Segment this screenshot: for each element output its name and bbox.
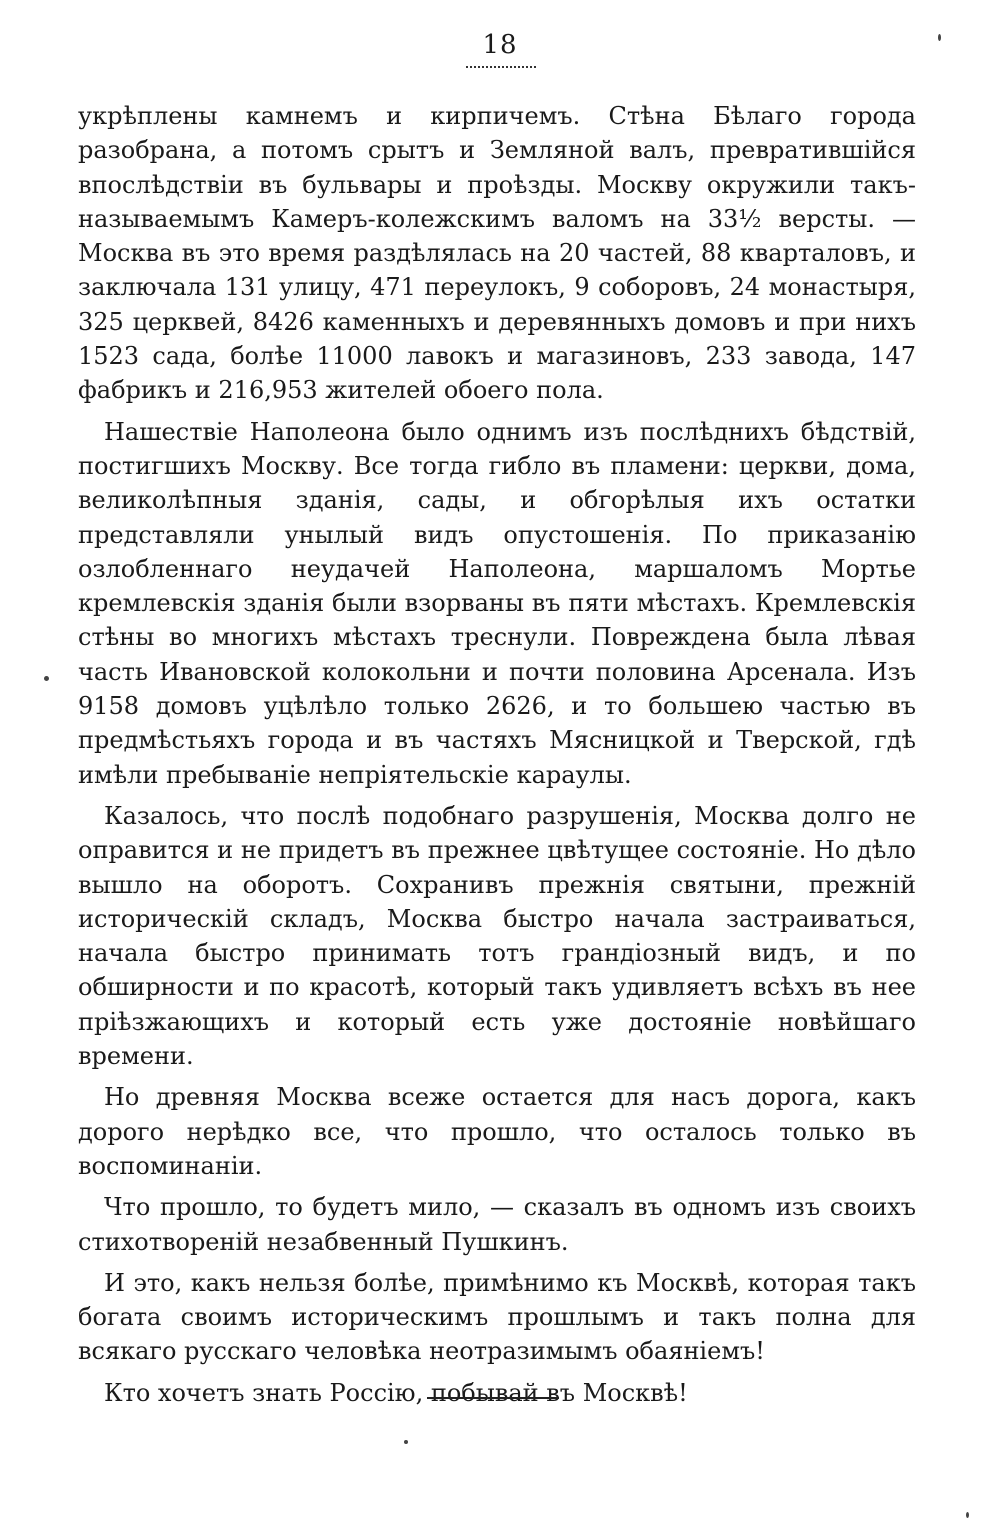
paragraph-7: Кто хочетъ знать Россію, побывай въ Москвѣ! bbox=[104, 1378, 688, 1407]
ink-speck bbox=[966, 1512, 969, 1518]
paragraph-6: И это, какъ нельзя болѣе, примѣнимо къ Москвѣ, которая такъ богата своимъ историческимъ прошлымъ и такъ полна для всякаго русскаго человѣка неотразимымъ обаяніемъ! bbox=[78, 1268, 916, 1366]
end-rule bbox=[427, 1397, 559, 1399]
paragraph-2: Нашествіе Наполеона было однимъ изъ послѣднихъ бѣдствій, постигшихъ Москву. Все тогда гибло въ пламени: церкви, дома, великолѣпныя зданія, сады, и обгорѣлыя ихъ остатки представляли унылый видъ опустошенія. По приказанію озлобленнаго неудачей Наполеона, маршаломъ Мортье кремлевскія зданія были взорваны въ пяти мѣстахъ. Кремлевскія стѣны во многихъ мѣстахъ треснули. Повреждена была лѣвая часть Ивановской колокольни и почти половина Арсенала. Изъ 9158 домовъ уцѣлѣло только 2626, и то большею частью въ предмѣстьяхъ города и въ частяхъ Мясницкой и Тверской, гдѣ имѣли пребываніе непріятельскіе караулы. bbox=[78, 417, 916, 789]
page-number: 18 bbox=[482, 30, 518, 60]
ink-speck bbox=[404, 1440, 408, 1444]
paragraph-1: укрѣплены камнемъ и кирпичемъ. Стѣна Бѣлаго города разобрана, а потомъ срытъ и Земляной валъ, превратившійся впослѣдствіи въ бульвары и проѣзды. Москву окружили такъ-называемымъ Камеръ-колежскимъ валомъ на 33½ версты. — Москва въ это время раздѣлялась на 20 частей, 88 кварталовъ, и заключала 131 улицу, 471 переулокъ, 9 соборовъ, 24 монастыря, 325 церквей, 8426 каменныхъ и деревянныхъ домовъ и при нихъ 1523 сада, болѣе 11000 лавокъ и магазиновъ, 233 завода, 147 фабрикъ и 216,953 жителей обоего пола. bbox=[78, 102, 916, 405]
paragraph-4: Но древняя Москва всеже остается для насъ дорога, какъ дорого нерѣдко все, что прошло, что осталось только въ воспоминаніи. bbox=[78, 1083, 916, 1180]
ink-speck bbox=[938, 34, 941, 41]
paragraph-5: Что прошло, то будетъ мило, — сказалъ въ одномъ изъ своихъ стихотвореній незабвенный Пушкинъ. bbox=[78, 1193, 916, 1256]
body-text bbox=[78, 99, 916, 1410]
ink-speck bbox=[44, 676, 49, 681]
paragraph-3: Казалось, что послѣ подобнаго разрушенія, Москва долго не оправится и не придетъ въ прежнее цвѣтущее состояніе. Но дѣло вышло на оборотъ. Сохранивъ прежнія святыни, прежній историческій складъ, Москва быстро начала застраиваться, начала быстро принимать тотъ грандіозный видъ, и по обширности и по красотѣ, который такъ удивляетъ всѣхъ въ нее пріѣзжающихъ и который есть уже достояніе новѣйшаго времени. bbox=[78, 801, 916, 1071]
page-number-rule bbox=[466, 66, 536, 68]
